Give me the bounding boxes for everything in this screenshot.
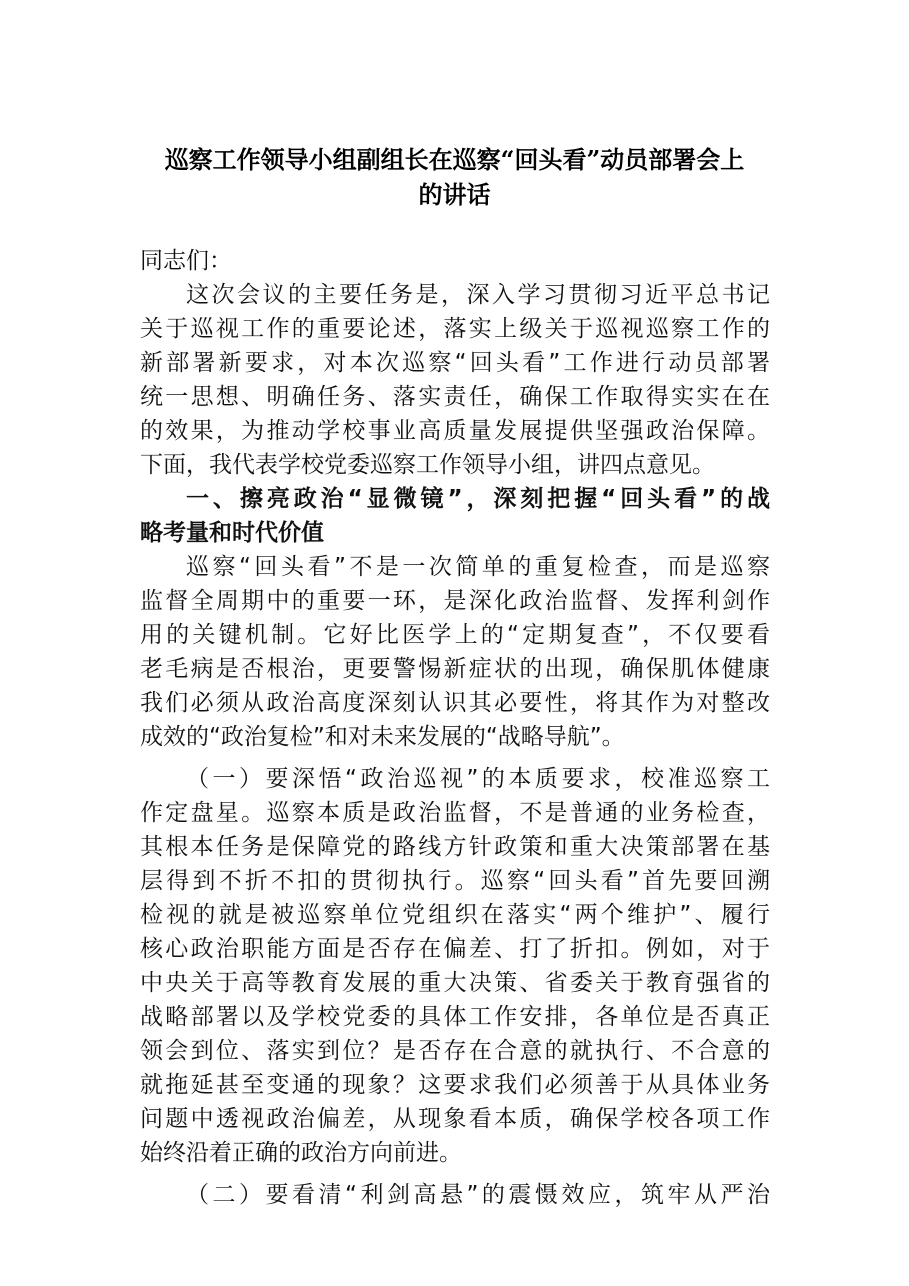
paragraph-line: （二）要看清“利剑高悬”的震慑效应，筑牢从严治 xyxy=(186,1182,770,1208)
paragraph-gap xyxy=(140,1170,780,1178)
paragraph-line: 老毛病是否根治，更要警惕新症状的出现，确保肌体健康 xyxy=(140,656,770,682)
paragraph-line: （一）要深悟“政治巡视”的本质要求，校准巡察工 xyxy=(186,766,770,792)
paragraph-line: 就拖延甚至变通的现象？这要求我们必须善于从具体业务 xyxy=(140,1072,770,1098)
paragraph-line: 中央关于高等教育发展的重大决策、省委关于教育强省的 xyxy=(140,970,770,996)
paragraph-line: 监督全周期中的重要一环，是深化政治监督、发挥利剑作 xyxy=(140,588,770,614)
document-body xyxy=(140,244,780,1212)
paragraph-line: 统一思想、明确任务、落实责任，确保工作取得实实在在 xyxy=(140,384,770,410)
paragraph-line: 新部署新要求，对本次巡察“回头看”工作进行动员部署 xyxy=(140,350,770,376)
paragraph-line: 战略部署以及学校党委的具体工作安排，各单位是否真正 xyxy=(140,1004,770,1030)
paragraph-line: 检视的就是被巡察单位党组织在落实“两个维护”、履行 xyxy=(140,902,770,928)
paragraph-line: 我们必须从政治高度深刻认识其必要性，将其作为对整改 xyxy=(140,690,770,716)
title-line-1: 巡察工作领导小组副组长在巡察“回头看”动员部署会上 xyxy=(164,145,745,174)
paragraph-line: 成效的“政治复检”和对未来发展的“战略导航”。 xyxy=(140,724,625,750)
paragraph-line: 层得到不折不扣的贯彻执行。巡察“回头看”首先要回溯 xyxy=(140,868,770,894)
salutation: 同志们： xyxy=(140,248,232,274)
document-title xyxy=(100,142,809,212)
section-heading-line: 一、擦亮政治“显微镜”，深刻把握“回头看”的战 xyxy=(186,486,770,512)
paragraph-line: 问题中透视政治偏差，从现象看本质，确保学校各项工作 xyxy=(140,1106,770,1132)
paragraph-line: 用的关键机制。它好比医学上的“定期复查”，不仅要看 xyxy=(140,622,770,648)
paragraph-line: 核心政治职能方面是否存在偏差、打了折扣。例如，对于 xyxy=(140,936,770,962)
paragraph-gap xyxy=(140,754,780,762)
paragraph-line: 始终沿着正确的政治方向前进。 xyxy=(140,1140,462,1166)
paragraph-line: 这次会议的主要任务是，深入学习贯彻习近平总书记 xyxy=(186,282,770,308)
paragraph-line: 其根本任务是保障党的路线方针政策和重大决策部署在基 xyxy=(140,834,770,860)
paragraph-line: 领会到位、落实到位？是否存在合意的就执行、不合意的 xyxy=(140,1038,770,1064)
paragraph-line: 巡察“回头看”不是一次简单的重复检查，而是巡察 xyxy=(186,554,770,580)
title-line-2: 的讲话 xyxy=(418,180,491,209)
paragraph-line: 的效果，为推动学校事业高质量发展提供坚强政治保障。 xyxy=(140,418,770,444)
paragraph-line: 关于巡视工作的重要论述，落实上级关于巡视巡察工作的 xyxy=(140,316,770,342)
paragraph-line: 作定盘星。巡察本质是政治监督，不是普通的业务检查， xyxy=(140,800,770,826)
section-heading-line: 略考量和时代价值 xyxy=(140,520,324,546)
paragraph-line: 下面，我代表学校党委巡察工作领导小组，讲四点意见。 xyxy=(140,452,715,478)
